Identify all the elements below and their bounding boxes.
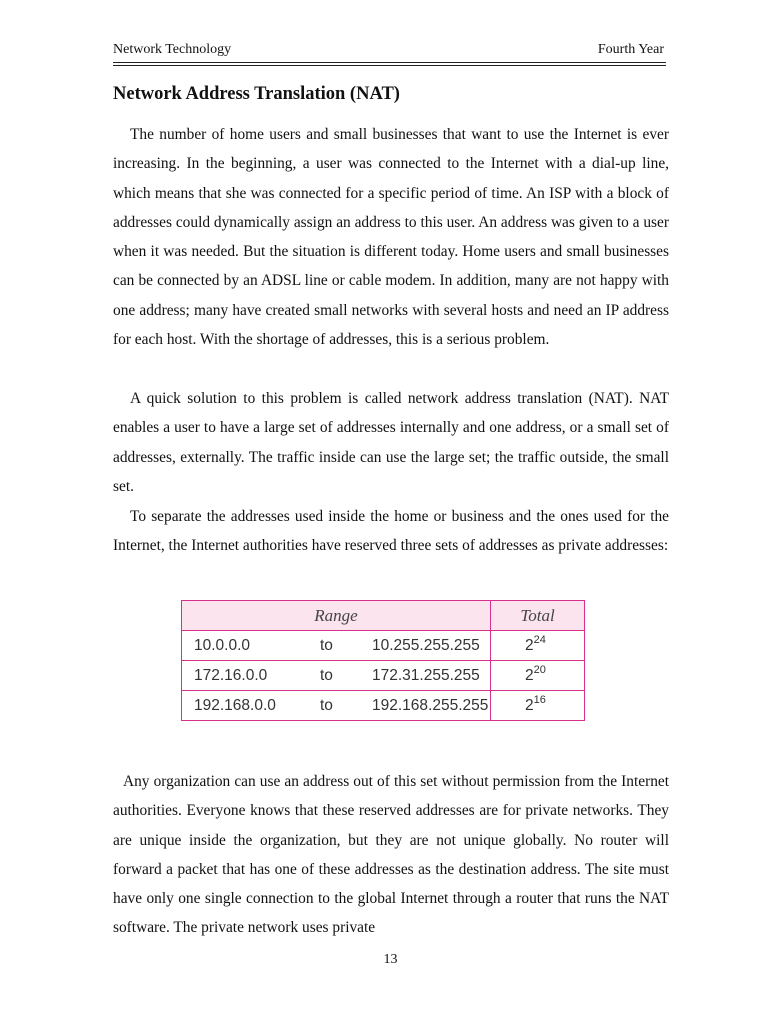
total-base: 2 bbox=[525, 697, 534, 715]
column-header-total: Total bbox=[491, 601, 585, 631]
total-base: 2 bbox=[525, 667, 534, 685]
range-cell bbox=[182, 661, 491, 691]
paragraph-2: A quick solution to this problem is called network address translation (NAT). NAT enables a user to have a large set of addresses internally and one address, or a small set of addresses, externally. The traffic inside can use the large set; the traffic outside, the small set. bbox=[113, 390, 669, 495]
column-header-range: Range bbox=[182, 601, 491, 631]
range-to: to bbox=[320, 696, 333, 714]
total-exponent: 20 bbox=[533, 664, 546, 677]
range-to: to bbox=[320, 636, 333, 654]
table-row bbox=[182, 661, 585, 691]
range-end: 172.31.255.255 bbox=[372, 666, 480, 684]
range-start: 172.16.0.0 bbox=[194, 666, 268, 684]
paragraph-1: The number of home users and small businesses that want to use the Internet is ever increasing. In the beginning, a user was connected to the Internet with a dial-up line, which means that she was connected for a specific period of time. An ISP with a block of addresses could dynamically assign an address to this user. An address was given to a user when it was needed. But the situation is different today. Home users and small businesses can be connected by an ADSL line or cable modem. In addition, many are not happy with one address; many have created small networks with several hosts and need an IP address for each host. With the shortage of addresses, this is a serious problem. bbox=[113, 126, 669, 349]
total-exponent: 16 bbox=[533, 694, 546, 707]
table-row bbox=[182, 691, 585, 721]
range-cell bbox=[182, 691, 491, 721]
table-row bbox=[182, 631, 585, 661]
range-end: 192.168.255.255 bbox=[372, 696, 489, 714]
total-cell bbox=[491, 661, 585, 691]
total-base: 2 bbox=[525, 637, 534, 655]
range-start: 10.0.0.0 bbox=[194, 636, 251, 654]
range-start: 192.168.0.0 bbox=[194, 696, 276, 714]
header-year: Fourth Year bbox=[597, 42, 664, 57]
header-rule-bottom bbox=[113, 65, 666, 66]
table-header-row bbox=[182, 601, 585, 631]
range-cell bbox=[182, 631, 491, 661]
total-exponent: 24 bbox=[533, 634, 546, 647]
page-header bbox=[113, 42, 664, 58]
private-address-table bbox=[181, 600, 585, 721]
range-to: to bbox=[320, 666, 333, 684]
paragraph-4: Any organization can use an address out of this set without permission from the Internet authorities. Everyone knows that these reserved addresses are for private networks. They are unique inside the organization, but they are not unique globally. No router will forward a packet that has one of these addresses as the destination address. The site must have only one single connection to the global Internet through a router that runs the NAT software. The private network uses private bbox=[113, 773, 669, 937]
section-title: Network Address Translation (NAT) bbox=[113, 84, 400, 104]
total-cell bbox=[491, 631, 585, 661]
page-number: 13 bbox=[383, 952, 398, 967]
paragraph-3: To separate the addresses used inside the home or business and the ones used for the Internet, the Internet authorities have reserved three sets of addresses as private addresses: bbox=[113, 508, 669, 555]
header-rule-top bbox=[113, 62, 666, 63]
total-cell bbox=[491, 691, 585, 721]
header-course: Network Technology bbox=[113, 42, 232, 57]
range-end: 10.255.255.255 bbox=[372, 636, 480, 654]
